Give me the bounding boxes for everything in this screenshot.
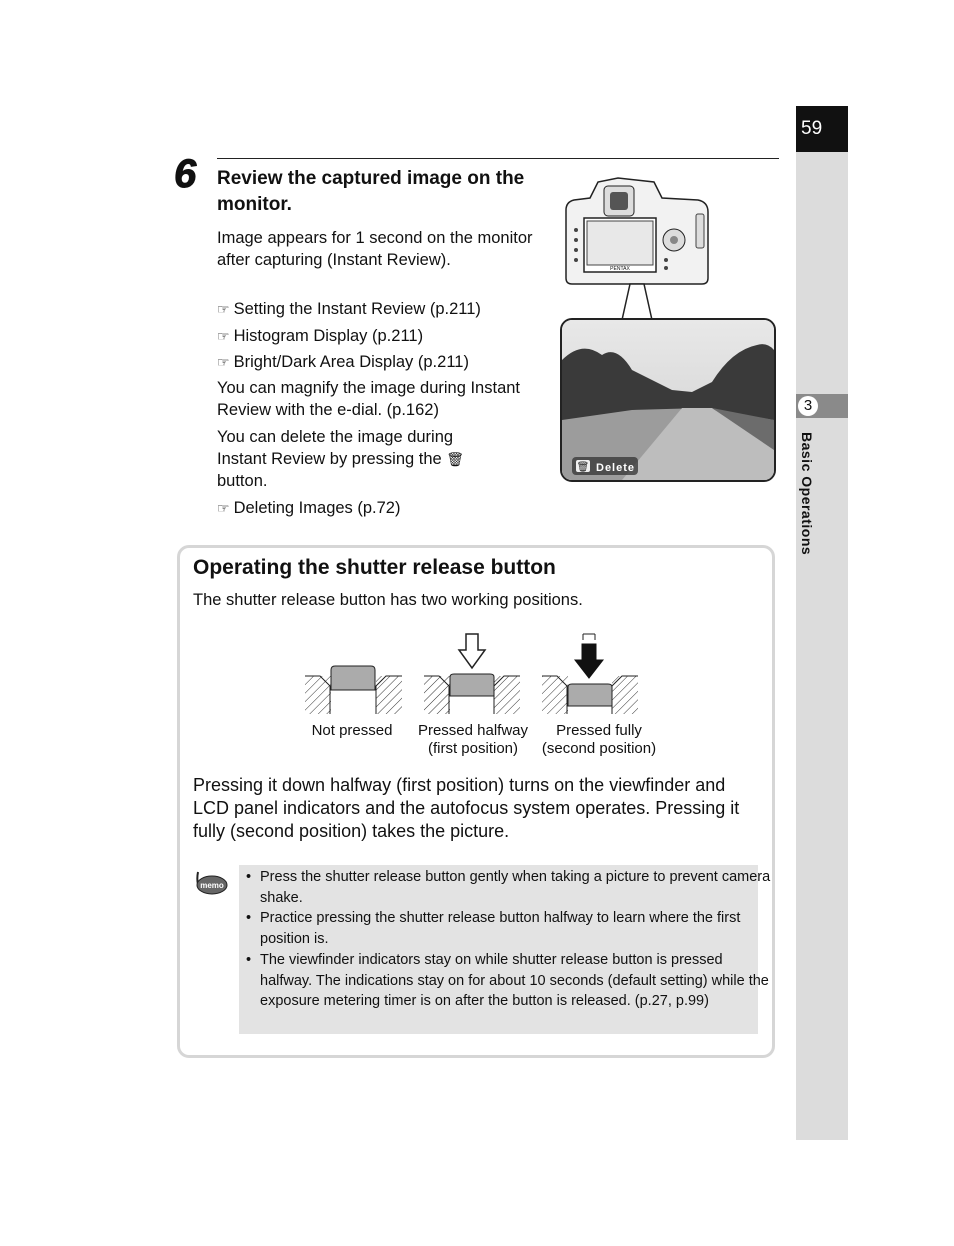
memo-item: • Press the shutter release button gently when taking a picture to prevent camera shake. [239, 867, 775, 908]
step-description: Image appears for 1 second on the monitor after capturing (Instant Review). [217, 229, 533, 269]
step-number: 6 [174, 152, 197, 196]
caption-pressed-fully: Pressed fully (second position) [541, 722, 657, 757]
caption-not-pressed: Not pressed [311, 722, 393, 739]
shutter-position-diagram [300, 630, 670, 720]
outline-arrow-icon [459, 634, 485, 668]
delete-label: Delete [596, 462, 636, 474]
svg-text:memo: memo [200, 881, 224, 890]
solid-arrow-icon [575, 644, 603, 678]
reference-link[interactable]: ☞ Setting the Instant Review (p.211) [217, 300, 481, 318]
pointing-hand-icon: ☞ [217, 500, 230, 516]
instant-review-screen [560, 318, 776, 482]
pointing-hand-icon: ☞ [217, 354, 230, 370]
memo-item: • Practice pressing the shutter release button halfway to learn where the first position is. [239, 908, 775, 949]
pressed-fully-figure [542, 634, 638, 714]
page-number: 59 [796, 106, 848, 152]
pointing-hand-icon: ☞ [217, 328, 230, 344]
memo-item: • The viewfinder indicators stay on while shutter release button is pressed halfway. The indications stay on for about 10 seconds (default setting) while the exposure metering timer is on after the button is released. (p.27, p.99) [239, 950, 775, 1012]
reference-link[interactable]: ☞ Histogram Display (p.211) [217, 327, 424, 345]
trash-icon: 🗑 [576, 462, 590, 473]
chapter-sidebar [796, 106, 848, 1140]
section-title: Operating the shutter release button [193, 556, 556, 579]
pointing-hand-icon: ☞ [217, 301, 230, 317]
reference-link[interactable]: ☞ Deleting Images (p.72) [217, 499, 401, 517]
shutter-explanation: Pressing it down halfway (first position) turns on the viewfinder and LCD panel indicators and the autofocus system operates. Pressing it fully (second position) takes the picture. [193, 775, 740, 841]
memo-box [239, 865, 771, 1034]
pressed-halfway-figure [424, 634, 520, 714]
not-pressed-figure [305, 666, 402, 714]
delete-note: You can delete the image during Instant Review by pressing the 🗑 button. [217, 428, 465, 490]
reference-link[interactable]: ☞ Bright/Dark Area Display (p.211) [217, 353, 469, 371]
section-lead: The shutter release button has two working positions. [193, 591, 583, 609]
step-divider [217, 158, 779, 159]
magnify-note: You can magnify the image during Instant Review with the e-dial. (p.162) [217, 379, 521, 419]
chapter-number: 3 [798, 396, 818, 416]
camera-back-illustration [558, 172, 718, 322]
chapter-label: Basic Operations [799, 432, 815, 556]
svg-text:PENTAX: PENTAX [610, 266, 630, 272]
caption-pressed-halfway: Pressed halfway (first position) [417, 722, 529, 757]
memo-icon [194, 868, 228, 898]
trash-icon: 🗑 [446, 451, 465, 467]
step-title: Review the captured image on the monitor. [217, 168, 525, 215]
